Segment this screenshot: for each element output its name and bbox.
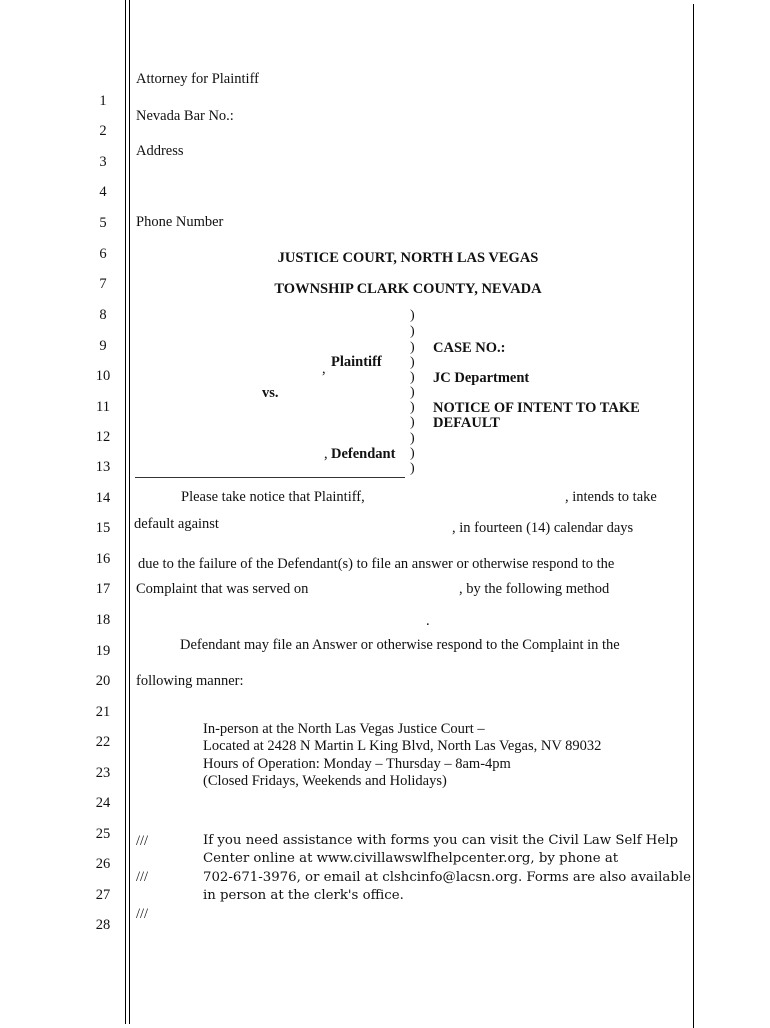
line-number: 23: [95, 765, 111, 781]
vs-label: vs.: [262, 385, 279, 401]
body-line-19: Defendant may file an Answer or otherwise respond to the Complaint in the: [180, 637, 620, 653]
line-number: 12: [95, 429, 111, 445]
left-margin-rule-inner: [129, 0, 130, 1024]
bar-number-label: Nevada Bar No.:: [136, 108, 234, 124]
line-number: 20: [95, 673, 111, 689]
line-number: 1: [99, 93, 107, 109]
continuation-slashes: ///: [136, 833, 149, 849]
caption-paren: ): [410, 415, 415, 430]
notice-title-line-1: NOTICE OF INTENT TO TAKE: [433, 400, 640, 416]
caption-paren: ): [410, 355, 415, 370]
line-number: 3: [99, 154, 107, 170]
line-number: 9: [99, 338, 107, 354]
body-line-14-start: Please take notice that Plaintiff,: [181, 489, 365, 505]
continuation-slashes: ///: [136, 906, 149, 922]
caption-paren: ): [410, 308, 415, 323]
line-number: 19: [95, 643, 111, 659]
attorney-label: Attorney for Plaintiff: [136, 71, 259, 87]
caption-signature-line: [135, 477, 405, 478]
line-number: 13: [95, 459, 111, 475]
caption-paren: ): [410, 340, 415, 355]
body-line-15-start: default against: [134, 516, 219, 532]
line-number: 11: [96, 399, 110, 415]
help-line-2: Center online at www.civillawswlfhelpcenter.org, by phone at: [203, 851, 619, 866]
line-number: 21: [95, 704, 111, 720]
case-number-label: CASE NO.:: [433, 340, 506, 356]
line-number: 8: [99, 307, 107, 323]
body-line-16: due to the failure of the Defendant(s) to file an answer or otherwise respond to the: [138, 556, 615, 572]
defendant-label: Defendant: [331, 446, 396, 462]
line-number: 10: [95, 368, 111, 384]
court-title-line-2: TOWNSHIP CLARK COUNTY, NEVADA: [274, 281, 542, 297]
address-label: Address: [136, 143, 184, 159]
inperson-line-3: Hours of Operation: Monday – Thursday – 8am-4pm: [203, 756, 511, 772]
plaintiff-comma: ,: [322, 361, 326, 377]
line-number: 26: [95, 856, 111, 872]
caption-paren: ): [410, 446, 415, 461]
line-number: 16: [95, 551, 111, 567]
body-line-18-period: .: [426, 613, 430, 629]
continuation-slashes: ///: [136, 869, 149, 885]
line-number: 14: [95, 490, 111, 506]
inperson-line-4: (Closed Fridays, Weekends and Holidays): [203, 773, 447, 789]
line-number: 15: [95, 520, 111, 536]
defendant-comma: ,: [324, 446, 328, 462]
caption-paren: ): [410, 461, 415, 476]
line-number: 25: [95, 826, 111, 842]
help-line-4: in person at the clerk's office.: [203, 888, 404, 903]
plaintiff-label: Plaintiff: [331, 354, 382, 370]
caption-paren: ): [410, 324, 415, 339]
body-line-20: following manner:: [136, 673, 244, 689]
line-number: 2: [99, 123, 107, 139]
body-line-15-end: , in fourteen (14) calendar days: [452, 520, 634, 536]
line-number: 24: [95, 795, 111, 811]
caption-paren: ): [410, 431, 415, 446]
line-number: 18: [95, 612, 111, 628]
line-number: 17: [95, 581, 111, 597]
body-line-17-end: , by the following method: [459, 581, 610, 597]
line-number: 4: [99, 184, 107, 200]
phone-label: Phone Number: [136, 214, 224, 230]
caption-paren: ): [410, 385, 415, 400]
body-line-17-start: Complaint that was served on: [136, 581, 309, 597]
caption-paren: ): [410, 370, 415, 385]
inperson-line-1: In-person at the North Las Vegas Justice Court –: [203, 721, 485, 737]
department-label: JC Department: [433, 370, 530, 386]
inperson-line-2: Located at 2428 N Martin L King Blvd, North Las Vegas, NV 89032: [203, 738, 602, 754]
help-line-3: 702-671-3976, or email at clshcinfo@lacsn.org. Forms are also available: [203, 870, 691, 885]
caption-paren: ): [410, 400, 415, 415]
body-line-14-end: , intends to take: [565, 489, 657, 505]
line-number: 22: [95, 734, 111, 750]
left-margin-rule-outer: [125, 0, 126, 1024]
notice-title-line-2: DEFAULT: [433, 415, 500, 431]
line-number: 27: [95, 887, 111, 903]
help-line-1: If you need assistance with forms you can visit the Civil Law Self Help: [203, 833, 679, 848]
right-margin-rule: [693, 4, 694, 1028]
line-number: 5: [99, 215, 107, 231]
line-number: 28: [95, 917, 111, 933]
line-number: 6: [99, 246, 107, 262]
line-number: 7: [99, 276, 107, 292]
court-title-line-1: JUSTICE COURT, NORTH LAS VEGAS: [277, 250, 539, 266]
